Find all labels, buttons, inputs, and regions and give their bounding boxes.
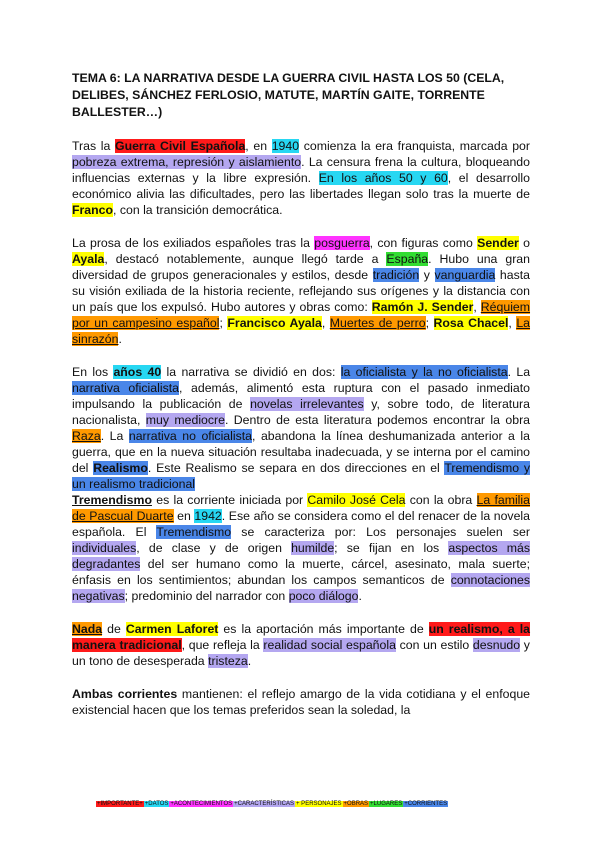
text: Tras la bbox=[72, 139, 116, 153]
paragraph-4 bbox=[72, 492, 530, 604]
text: . La bbox=[100, 429, 129, 443]
legend-item: +OBRAS bbox=[343, 801, 369, 807]
highlight-characteristic: muy mediocre bbox=[145, 413, 225, 427]
text: mantienen: el reflejo amargo de la vida cotidiana y el enfoque existencial hacen que los temas preferidos sean la soledad, la bbox=[72, 687, 530, 717]
text: del ser humano como la muerte, cárcel, asesinato, mala suerte; énfasis en los sentimientos; abundan los campos semanticos de bbox=[72, 557, 530, 587]
text: . bbox=[358, 589, 362, 603]
highlight-characteristic: novelas irrelevantes bbox=[250, 397, 364, 411]
highlight-characteristic: tristeza bbox=[208, 654, 248, 668]
legend-item: +ACONTECIMIENTOS bbox=[170, 801, 233, 807]
text: y un tono de desesperada bbox=[72, 638, 530, 668]
highlight-characteristic: pobreza extrema, represión y aislamiento bbox=[72, 155, 302, 169]
highlight-work: Raza bbox=[72, 429, 101, 443]
text: comienza la era franquista, marcada por bbox=[299, 139, 530, 153]
highlight-important: un realismo, a la manera tradicional bbox=[72, 622, 530, 652]
text: , en bbox=[245, 139, 272, 153]
legend-item: +CARACTERÍSTICAS bbox=[234, 801, 295, 807]
text: con la obra bbox=[405, 493, 477, 507]
highlight-event: Guerra Civil Española bbox=[115, 139, 246, 153]
paragraph-1 bbox=[72, 138, 530, 218]
paragraph-6 bbox=[72, 686, 530, 718]
paragraph-3 bbox=[72, 364, 530, 492]
highlight-person: Francisco Ayala bbox=[227, 316, 322, 330]
highlight-movement: Realismo bbox=[93, 461, 148, 475]
highlight-movement-heading: Tremendismo bbox=[72, 493, 152, 507]
legend-item: +LUGARES bbox=[370, 801, 403, 807]
text: , con la transición democrática. bbox=[113, 203, 283, 217]
highlight-movement: Tremendismo bbox=[156, 525, 232, 539]
highlight-movement: la oficialista y la no oficialista bbox=[340, 365, 508, 379]
text: ; bbox=[425, 316, 434, 330]
text: ; bbox=[219, 316, 228, 330]
text: . La bbox=[507, 365, 531, 379]
text: . Ese año se considera como el del renacer de la novela española. El bbox=[72, 509, 530, 539]
text: La prosa de los exiliados españoles tras la bbox=[72, 236, 315, 250]
paragraph-5 bbox=[72, 621, 530, 669]
highlight-person: Franco bbox=[72, 203, 113, 217]
highlight-person: Ayala bbox=[72, 252, 105, 266]
text: y, sobre todo, de literatura nacionalista, bbox=[72, 397, 530, 427]
highlight-characteristic: realidad social española bbox=[263, 638, 396, 652]
document-page bbox=[72, 70, 530, 735]
text: . bbox=[118, 332, 122, 346]
text: . bbox=[247, 654, 252, 668]
highlight-work: Nada bbox=[72, 622, 103, 636]
highlight-work: Muertes de perro bbox=[329, 316, 426, 330]
text: ; se fijan en los bbox=[334, 541, 449, 555]
text: con un estilo bbox=[395, 638, 473, 652]
highlight-movement: vanguardia bbox=[434, 268, 496, 282]
text: , abandona la línea deshumanizada anterior a la guerra, que en la nueva situación resultaba inadecuada, y se interna por el camino del bbox=[72, 429, 530, 475]
highlight-movement: narrativa no oficialista bbox=[128, 429, 253, 443]
text: , además, alimentó esta ruptura con el pasado inmediato impulsando la publicación de bbox=[72, 381, 531, 411]
text: hasta su visión exiliada de la historia reciente, reflejando sus orígenes y la distancia con un país que los expulsó. Hubo autores y obras como: bbox=[72, 268, 531, 314]
highlight-characteristic: aspectos más degradantes bbox=[72, 541, 530, 571]
text: , con figuras como bbox=[369, 236, 478, 250]
highlight-work: La familia de Pascual Duarte bbox=[72, 493, 530, 523]
color-legend bbox=[96, 800, 516, 808]
text: en bbox=[173, 509, 195, 523]
text: . Dentro de esta literatura podemos encontrar la obra bbox=[224, 413, 530, 427]
highlight-work: La sinrazón bbox=[72, 316, 531, 346]
highlight-date: En los años 50 y 60 bbox=[318, 171, 448, 185]
text: es la corriente iniciada por bbox=[151, 493, 308, 507]
legend-item: +CORRIENTES bbox=[404, 801, 448, 807]
text: . La censura frena la cultura, bloqueando influencias externas y la libre expresión. bbox=[72, 155, 530, 185]
legend-item: +IMPORTANTE+ bbox=[97, 801, 143, 807]
text: , bbox=[473, 300, 481, 314]
text: . Este Realismo se separa en dos direcciones en el bbox=[147, 461, 445, 475]
highlight-movement: tradición bbox=[372, 268, 420, 282]
bold-term: Ambas corrientes bbox=[72, 687, 178, 701]
highlight-event: posguerra bbox=[314, 236, 370, 250]
text: , bbox=[508, 316, 517, 330]
text: . Hubo una gran diversidad de grupos generacionales y estilos, desde bbox=[72, 252, 530, 282]
text: En los bbox=[72, 365, 114, 379]
paragraph-2 bbox=[72, 235, 530, 347]
highlight-movement: narrativa oficialista bbox=[72, 381, 180, 395]
highlight-date: 1940 bbox=[271, 139, 300, 153]
text: de bbox=[102, 622, 126, 636]
highlight-characteristic: poco diálogo bbox=[288, 589, 359, 603]
text: ; predominio del narrador con bbox=[124, 589, 289, 603]
highlight-person: Ramón J. Sender bbox=[371, 300, 474, 314]
document-title: TEMA 6: LA NARRATIVA DESDE LA GUERRA CIVIL HASTA LOS 50 (CELA, DELIBES, SÁNCHEZ FERLOSIO, MATUTE, MARTÍN GAITE, TORRENTE BALLESTER…) bbox=[72, 71, 505, 119]
highlight-person: Carmen Laforet bbox=[125, 622, 219, 636]
highlight-person: Rosa Chacel bbox=[433, 316, 509, 330]
text: se caracteriza por: Los personajes suelen ser bbox=[231, 525, 530, 539]
text: y bbox=[419, 268, 435, 282]
highlight-characteristic: desnudo bbox=[472, 638, 521, 652]
highlight-characteristic: humilde bbox=[291, 541, 335, 555]
highlight-movement: Tremendismo y un realismo tradicional bbox=[72, 461, 531, 491]
text: , destacó notablemente, aunque llegó tarde a bbox=[104, 252, 387, 266]
highlight-date: 1942 bbox=[194, 509, 222, 523]
text: , de clase y de origen bbox=[136, 541, 292, 555]
text: la narrativa se dividió en dos: bbox=[161, 365, 341, 379]
highlight-person: Sender bbox=[477, 236, 519, 250]
text: , bbox=[321, 316, 330, 330]
highlight-work: Réquiem por un campesino español bbox=[72, 300, 531, 330]
text: , que refleja la bbox=[181, 638, 264, 652]
text: es la aportación más importante de bbox=[218, 622, 429, 636]
highlight-characteristic: connotaciones negativas bbox=[72, 573, 530, 603]
highlight-person: Camilo José Cela bbox=[307, 493, 406, 507]
text: , el desarrollo económico alivia las dificultades, pero las libertades llegan solo tras la muerte de bbox=[72, 171, 530, 201]
legend-item: + PERSONAJES bbox=[296, 801, 342, 807]
highlight-characteristic: individuales bbox=[72, 541, 137, 555]
legend-item: +DATOS bbox=[144, 801, 169, 807]
highlight-date: años 40 bbox=[113, 365, 162, 379]
highlight-place: España bbox=[386, 252, 429, 266]
text: o bbox=[518, 236, 530, 250]
